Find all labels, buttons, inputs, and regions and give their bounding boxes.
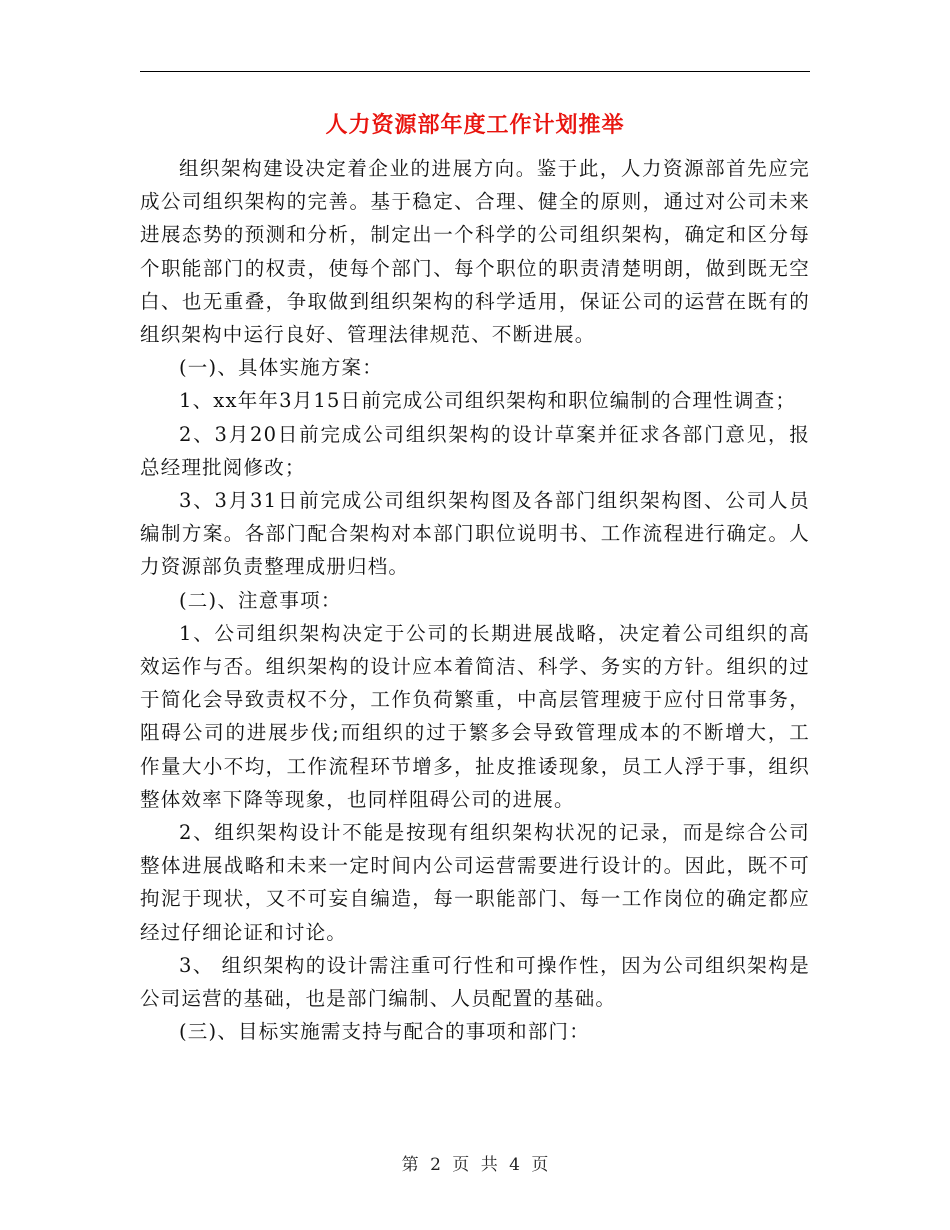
paragraph-item: 2、组织架构设计不能是按现有组织架构状况的记录，而是综合公司整体进展战略和未来一定时间内公司运营需要进行设计的。因此，既不可拘泥于现状，又不可妄自编造，每一职能部门、每一工作岗位的确定都应经过仔细论证和讨论。 <box>140 821 810 944</box>
section-heading-notes: (二)、注意事项： <box>179 588 342 612</box>
paragraph-item: 1、公司组织架构决定于公司的长期进展战略，决定着公司组织的高效运作与否。组织架构的设计应本着简洁、科学、务实的方针。组织的过于简化会导致责权不分，工作负荷繁重，中高层管理疲于应付日常事务，阻碍公司的进展步伐;而组织的过于繁多会导致管理成本的不断增大，工作量大小不均，工作流程环节增多，扯皮推诿现象，员工人浮于事，组织整体效率下降等现象，也同样阻碍公司的进展。 <box>140 621 810 811</box>
document-body <box>140 152 810 1048</box>
paragraph-item: 2、3月20日前完成公司组织架构的设计草案并征求各部门意见，报总经理批阅修改； <box>140 422 810 479</box>
header-rule <box>140 71 810 72</box>
paragraph-item: 3、3月31日前完成公司组织架构图及各部门组织架构图、公司人员编制方案。各部门配合架构对本部门职位说明书、工作流程进行确定。人力资源部负责整理成册归档。 <box>140 489 810 579</box>
section-heading-support: (三)、目标实施需支持与配合的事项和部门： <box>179 1020 590 1044</box>
paragraph-item: 3、 组织架构的设计需注重可行性和可操作性，因为公司组织架构是公司运营的基础，也是部门编制、人员配置的基础。 <box>140 953 810 1011</box>
page-footer: 第 2 页 共 4 页 <box>401 1155 549 1175</box>
document-title: 人力资源部年度工作计划推举 <box>325 112 625 138</box>
paragraph-intro: 组织架构建设决定着企业的进展方向。鉴于此，人力资源部首先应完成公司组织架构的完善。基于稳定、合理、健全的原则，通过对公司未来进展态势的预测和分析，制定出一个科学的公司组织架构，确定和区分每个职能部门的权责，使每个部门、每个职位的职责清楚明朗，做到既无空白、也无重叠，争取做到组织架构的科学适用，保证公司的运营在既有的组织架构中运行良好、管理法律规范、不断进展。 <box>140 157 810 347</box>
paragraph-item: 1、xx年年3月15日前完成公司组织架构和职位编制的合理性调查； <box>179 389 797 413</box>
section-heading-implementation: (一)、具体实施方案： <box>179 356 383 380</box>
